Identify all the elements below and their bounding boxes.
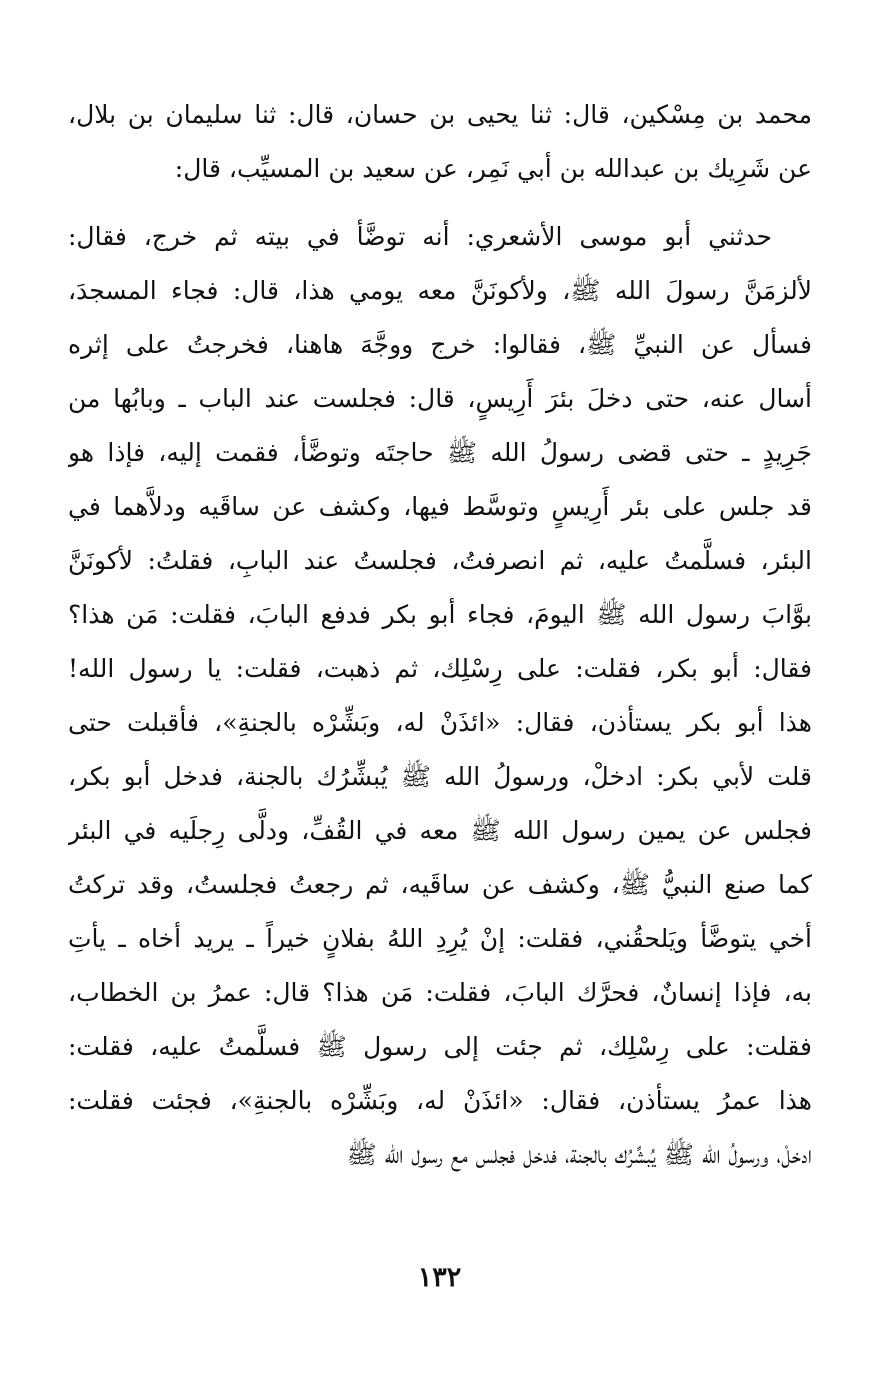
text-line: قلت لأبي بكر: ادخلْ، ورسولُ الله ﷺ يُبشِّرُك بالجنة، فدخل أبو بكر،	[68, 762, 812, 791]
text-line: البئر، فسلَّمتُ عليه، ثم انصرفتُ، فجلستُ عند البابِ، فقلتُ: لأكونَنَّ	[68, 546, 812, 575]
text-line: ادخلْ، ورسولُ الله ﷺ يُبشِّرُك بالجنة، فدخل فجلس مع رسول الله ﷺ	[346, 1140, 812, 1169]
body-text	[68, 88, 812, 1182]
text-line: هذا أبو بكر يستأذن، فقال: «ائذَنْ له، وبَشِّرْه بالجنةِ»، فأقبلت حتى	[68, 708, 812, 737]
text-line: كما صنع النبيُّ ﷺ، وكشف عن ساقَيه، ثم رجعتُ فجلستُ، وقد تركتُ	[68, 870, 812, 899]
page-number: ١٣٢	[417, 1262, 462, 1293]
text-line: فجلس عن يمين رسول الله ﷺ معه في القُفِّ، ودلَّى رِجلَيه في البئر	[68, 816, 812, 845]
text-line: هذا عمرُ يستأذن، فقال: «ائذَنْ له، وبَشِّرْه بالجنةِ»، فجئت فقلت:	[68, 1086, 812, 1115]
text-line: أسال عنه، حتى دخلَ بئرَ أَرِيسٍ، قال: فجلست عند الباب ـ وبابُها من	[68, 384, 812, 413]
text-line: عن شَرِيك بن عبدالله بن أبي نَمِر، عن سعيد بن المسيِّب، قال:	[174, 154, 812, 183]
text-line: محمد بن مِسْكين، قال: ثنا يحيى بن حسان، قال: ثنا سليمان بن بلال،	[68, 100, 812, 129]
text-line: فقال: أبو بكر، فقلت: على رِسْلِك، ثم ذهبت، فقلت: يا رسول الله!	[68, 654, 812, 683]
text-line: بوَّابَ رسول الله ﷺ اليومَ، فجاء أبو بكر فدفع البابَ، فقلت: مَن هذا؟	[68, 600, 812, 629]
text-line: فسأل عن النبيِّ ﷺ، فقالوا: خرج ووجَّهَ هاهنا، فخرجتُ على إثره	[68, 330, 812, 359]
text-line: قد جلس على بئر أَرِيسٍ وتوسَّط فيها، وكشف عن ساقَيه ودلاَّهما في	[68, 492, 812, 521]
text-line: لألزمَنَّ رسولَ الله ﷺ، ولأكونَنَّ معه يومي هذا، قال: فجاء المسجدَ،	[68, 276, 812, 305]
text-line: به، فإذا إنسانٌ، فحرَّك البابَ، فقلت: مَن هذا؟ قال: عمرُ بن الخطاب،	[68, 978, 812, 1007]
paragraph-gap	[68, 196, 812, 210]
text-line: حدثني أبو موسى الأشعري: أنه توضَّأ في بيته ثم خرج، فقال:	[68, 222, 772, 251]
text-line: جَرِيدٍ ـ حتى قضى رسولُ الله ﷺ حاجتَه وتوضَّأ، فقمت إليه، فإذا هو	[68, 438, 812, 467]
text-line: فقلت: على رِسْلِك، ثم جئت إلى رسول ﷺ فسلَّمتُ عليه، فقلت:	[68, 1032, 812, 1061]
text-line: أخي يتوضَّأ ويَلحقُني، فقلت: إنْ يُرِدِ اللهُ بفلانٍ خيراً ـ يريد أخاه ـ يأتِ	[68, 924, 812, 953]
